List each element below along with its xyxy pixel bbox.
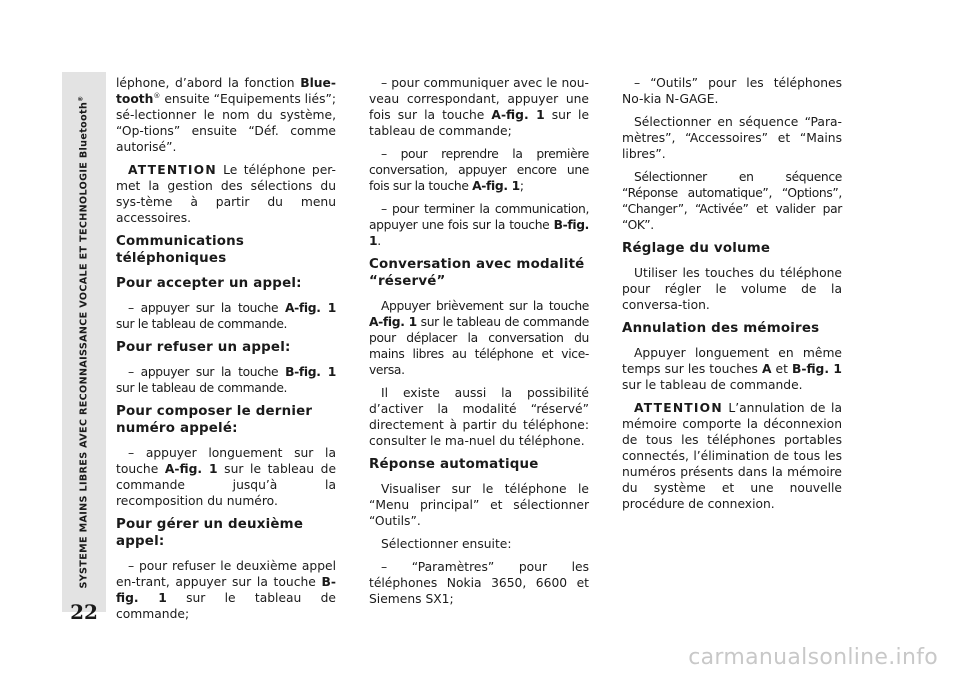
text-column-1 [116,75,336,629]
paragraph: Sélectionner en séquence “Réponse automatique”, “Options”, “Changer”, “Activée” et valider par “OK”. [622,170,842,232]
paragraph: Appuyer longuement en même temps sur les touches A et B-fig. 1 sur le tableau de commande. [622,346,842,392]
section-heading: Réponse automatique [369,457,539,472]
text-column-2 [369,75,589,614]
sub-heading: Pour refuser un appel: [116,340,291,355]
paragraph: – “Outils” pour les téléphones No-kia N-GAGE. [622,76,842,106]
chapter-side-title: SYSTEME MAINS LIBRES AVEC RECONNAISSANCE VOCALE ET TECHNOLOGIE Bluetooth® [77,95,90,589]
paragraph: Visualiser sur le téléphone le “Menu principal” et sélectionner “Outils”. [369,482,589,528]
paragraph: Appuyer brièvement sur la touche A-fig. 1 sur le tableau de commande pour déplacer la conversation du mains libres au téléphone et vice-versa. [369,299,590,377]
section-heading: Réglage du volume [622,241,771,256]
paragraph: – “Paramètres” pour les téléphones Nokia 3650, 6600 et Siemens SX1; [369,560,589,606]
paragraph: léphone, d’abord la fonction Blue-tooth® ensuite “Equipements liés”; sé-lectionner le nom du système, “Op-tions” ensuite “Déf. comme autorisé”. [116,76,336,154]
paragraph: – pour communiquer avec le nou-veau correspondant, appuyer une fois sur la touche A-fig. 1 sur le tableau de commande; [369,76,590,138]
paragraph: – appuyer longuement sur la touche A-fig. 1 sur le tableau de commande jusqu’à la recomposition du numéro. [116,446,337,508]
section-heading: Conversation avec modalité “réservé” [369,257,585,289]
paragraph: – appuyer sur la touche A-fig. 1 sur le tableau de commande. [116,301,336,331]
attention-note: ATTENTION L’annulation de la mémoire comporte la déconnexion de tous les téléphones portables connectés, l’élimination de tous les numéros présents dans la mémoire du système et une nouvelle procédure de connexion. [622,401,842,511]
section-heading: Communications téléphoniques [116,234,245,266]
sub-heading: Pour accepter un appel: [116,276,302,291]
paragraph: Utiliser les touches du téléphone pour régler le volume de la conversa-tion. [622,266,842,312]
sub-heading: Pour composer le dernier numéro appelé: [116,404,313,436]
paragraph: Sélectionner en séquence “Para-mètres”, “Accessoires” et “Mains libres”. [622,115,842,161]
watermark: carmanualsonline.info [688,645,938,670]
page-number: 22 [70,600,98,624]
text-column-3 [622,75,842,519]
sub-heading: Pour gérer un deuxième appel: [116,517,304,549]
paragraph: – appuyer sur la touche B-fig. 1 sur le tableau de commande. [116,365,336,395]
attention-note: ATTENTION Le téléphone per-met la gestion des sélections du sys-tème à partir du menu accessoires. [116,163,336,225]
paragraph: – pour refuser le deuxième appel en-trant, appuyer sur la touche B-fig. 1 sur le tableau de commande; [116,559,336,621]
paragraph: Sélectionner ensuite: [381,537,512,551]
section-heading: Annulation des mémoires [622,321,820,336]
paragraph: – pour reprendre la première conversation, appuyer encore une fois sur la touche A-fig. 1; [369,147,589,193]
paragraph: Il existe aussi la possibilité d’activer la modalité “réservé” directement à partir du téléphone: consulter le ma-nuel du téléphone. [369,386,589,448]
paragraph: – pour terminer la communication, appuyer une fois sur la touche B-fig. 1. [369,202,589,248]
